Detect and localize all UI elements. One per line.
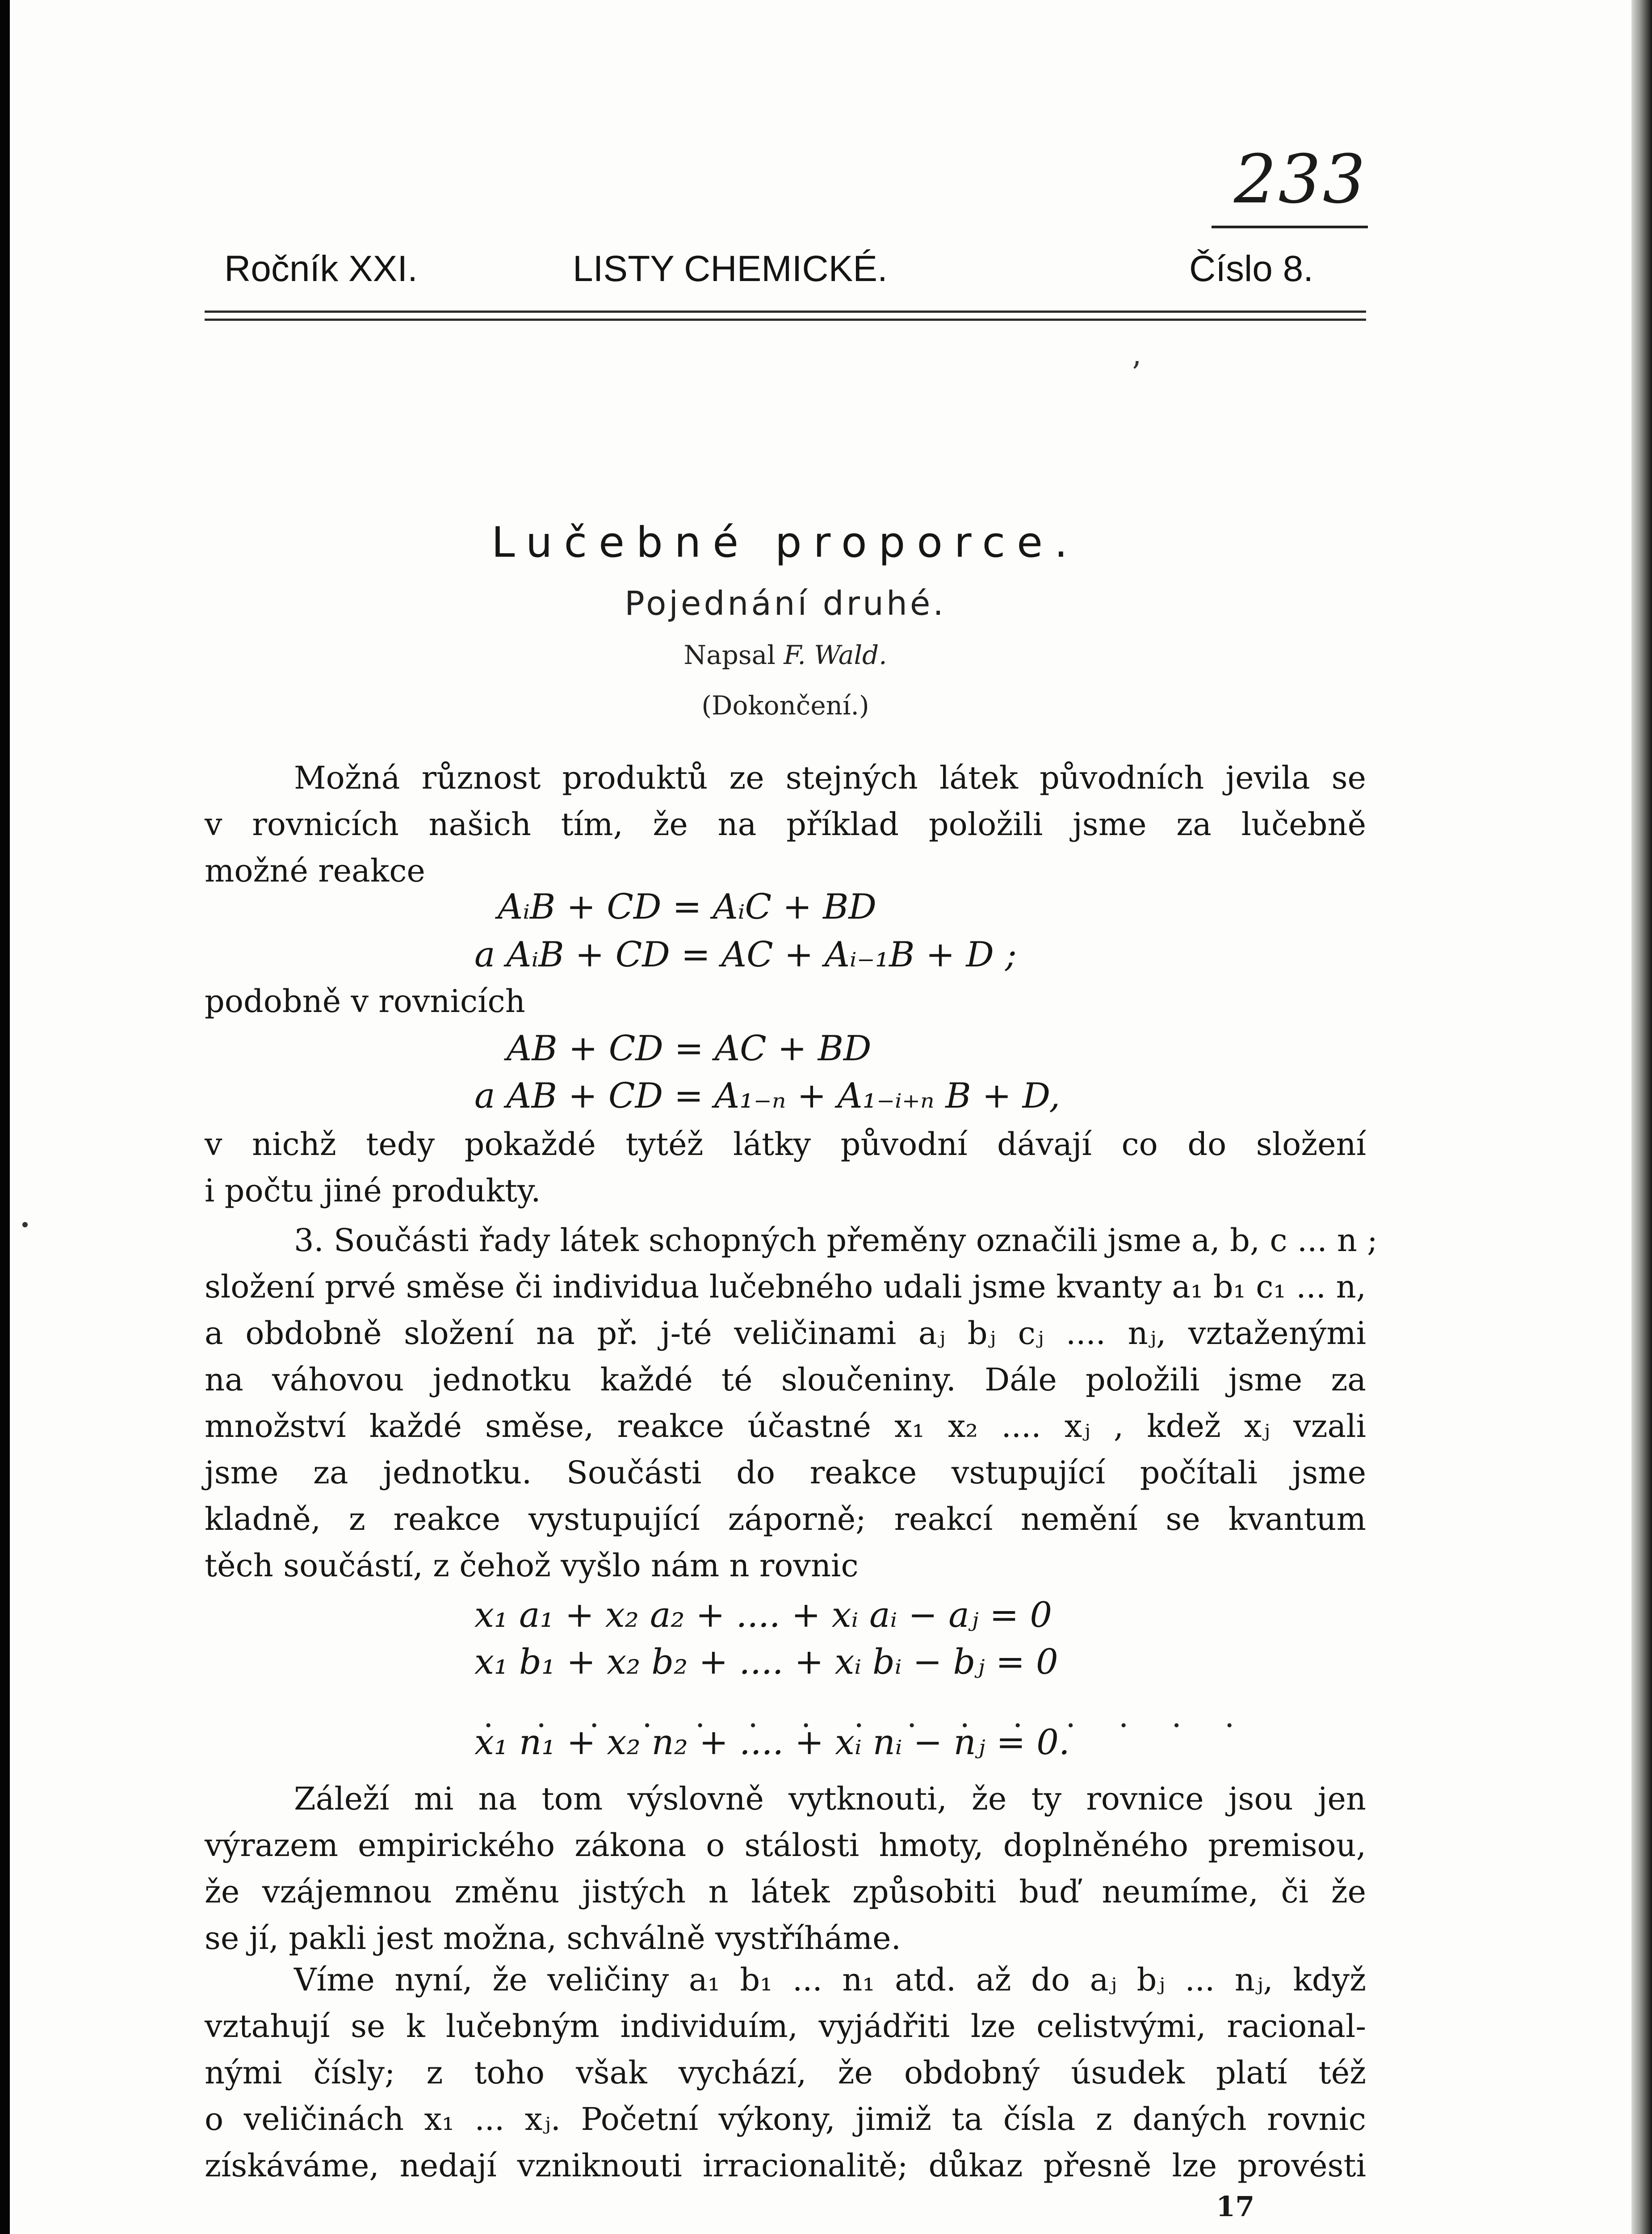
equation: x₁ b₁ + x₂ b₂ + .... + xᵢ bᵢ − bⱼ = 0	[474, 1642, 1058, 1682]
article-title: Lučebné proporce.	[491, 518, 1079, 567]
equation: a AᵢB + CD = AC + Aᵢ₋₁B + D ;	[474, 935, 1017, 975]
text-line: v rovnicích našich tím, že na příklad položili jsme za lučebně	[205, 806, 1366, 843]
header-rule-bottom	[205, 319, 1366, 321]
issue-label: Číslo 8.	[1189, 248, 1313, 289]
byline-prefix: Napsal	[683, 640, 776, 670]
text-line: Víme nyní, že veličiny a₁ b₁ ... n₁ atd. až do aⱼ bⱼ ... nⱼ, když	[294, 1961, 1366, 1998]
margin-mark	[22, 1222, 28, 1227]
text-line: výrazem empirického zákona o stálosti hmoty, doplněného premisou,	[205, 1827, 1366, 1864]
continuation-note: (Dokončení.)	[701, 690, 869, 721]
text-line: kladně, z reakce vystupující záporně; reakcí nemění se kvantum	[205, 1501, 1366, 1537]
text-line: možné reakce	[205, 852, 425, 889]
text-line: se jí, pakli jest možna, schválně vystříháme.	[205, 1920, 901, 1957]
text-line: na váhovou jednotku každé té sloučeniny. Dále položili jsme za	[205, 1361, 1366, 1398]
text-line: v nichž tedy pokaždé tytéž látky původní dávají co do složení	[205, 1126, 1366, 1163]
text-line: Záleží mi na tom výslovně vytknouti, že ty rovnice jsou jen	[294, 1780, 1366, 1817]
equation: a AB + CD = A₁₋ₙ + A₁₋ᵢ₊ₙ B + D,	[474, 1076, 1061, 1116]
page-number: 17	[1216, 2190, 1255, 2223]
byline	[205, 640, 1366, 670]
header-rule-top	[205, 311, 1366, 313]
text-line: podobně v rovnicích	[205, 983, 525, 1020]
equation: AᵢB + CD = AᵢC + BD	[498, 887, 876, 927]
text-line: jsme za jednotku. Součásti do reakce vstupující počítali jsme	[205, 1454, 1366, 1491]
article-subtitle: Pojednání druhé.	[625, 584, 946, 623]
text-line: získáváme, nedají vzniknouti irracionalitě; důkaz přesně lze provésti	[205, 2147, 1366, 2184]
text-line: o veličinách x₁ ... xⱼ. Početní výkony, jimiž ta čísla z daných rovnic	[205, 2101, 1366, 2137]
text-line: nými čísly; z toho však vychází, že obdobný úsudek platí též	[205, 2054, 1366, 2091]
text-line: vztahují se k lučebným individuím, vyjádřiti lze celistvými, racional-	[205, 2008, 1366, 2045]
text-line: Možná různost produktů ze stejných látek původních jevila se	[294, 760, 1366, 796]
handwritten-underline	[1212, 226, 1368, 228]
print-speck: ʼ	[1130, 355, 1140, 392]
text-line: i počtu jiné produkty.	[205, 1172, 541, 1209]
running-header	[215, 248, 1350, 302]
equation: x₁ n₁ + x₂ n₂ + .... + xᵢ nᵢ − nⱼ = 0.	[474, 1722, 1070, 1763]
scan-edge	[1631, 0, 1652, 2234]
text-line: a obdobně složení na př. j-té veličinami aⱼ bⱼ cⱼ .... nⱼ, vztaženými	[205, 1315, 1366, 1352]
handwritten-page-number: 233	[1234, 141, 1367, 218]
volume-label: Ročník XXI.	[224, 248, 418, 289]
text-line: množství každé směse, reakce účastné x₁ x₂ .... xⱼ , kdež xⱼ vzali	[205, 1408, 1366, 1445]
text-line: že vzájemnou změnu jistých n látek způsobiti buď neumíme, či že	[205, 1873, 1366, 1910]
equation: x₁ a₁ + x₂ a₂ + .... + xᵢ aᵢ − aⱼ = 0	[474, 1595, 1052, 1635]
text-line: těch součástí, z čehož vyšlo nám n rovnic	[205, 1547, 859, 1584]
text-line: 3. Součásti řady látek schopných přeměny označili jsme a, b, c ... n ;	[294, 1222, 1378, 1259]
journal-title: LISTY CHEMICKÉ.	[573, 248, 888, 289]
equation: AB + CD = AC + BD	[507, 1029, 872, 1069]
document-page	[10, 0, 1631, 2234]
ellipsis-row: . . . . . . . . . . . . . . .	[483, 1698, 1251, 1734]
author-name: F. Wald.	[784, 640, 887, 670]
text-line: složení prvé směse či individua lučebného udali jsme kvanty a₁ b₁ c₁ ... n,	[205, 1268, 1366, 1305]
